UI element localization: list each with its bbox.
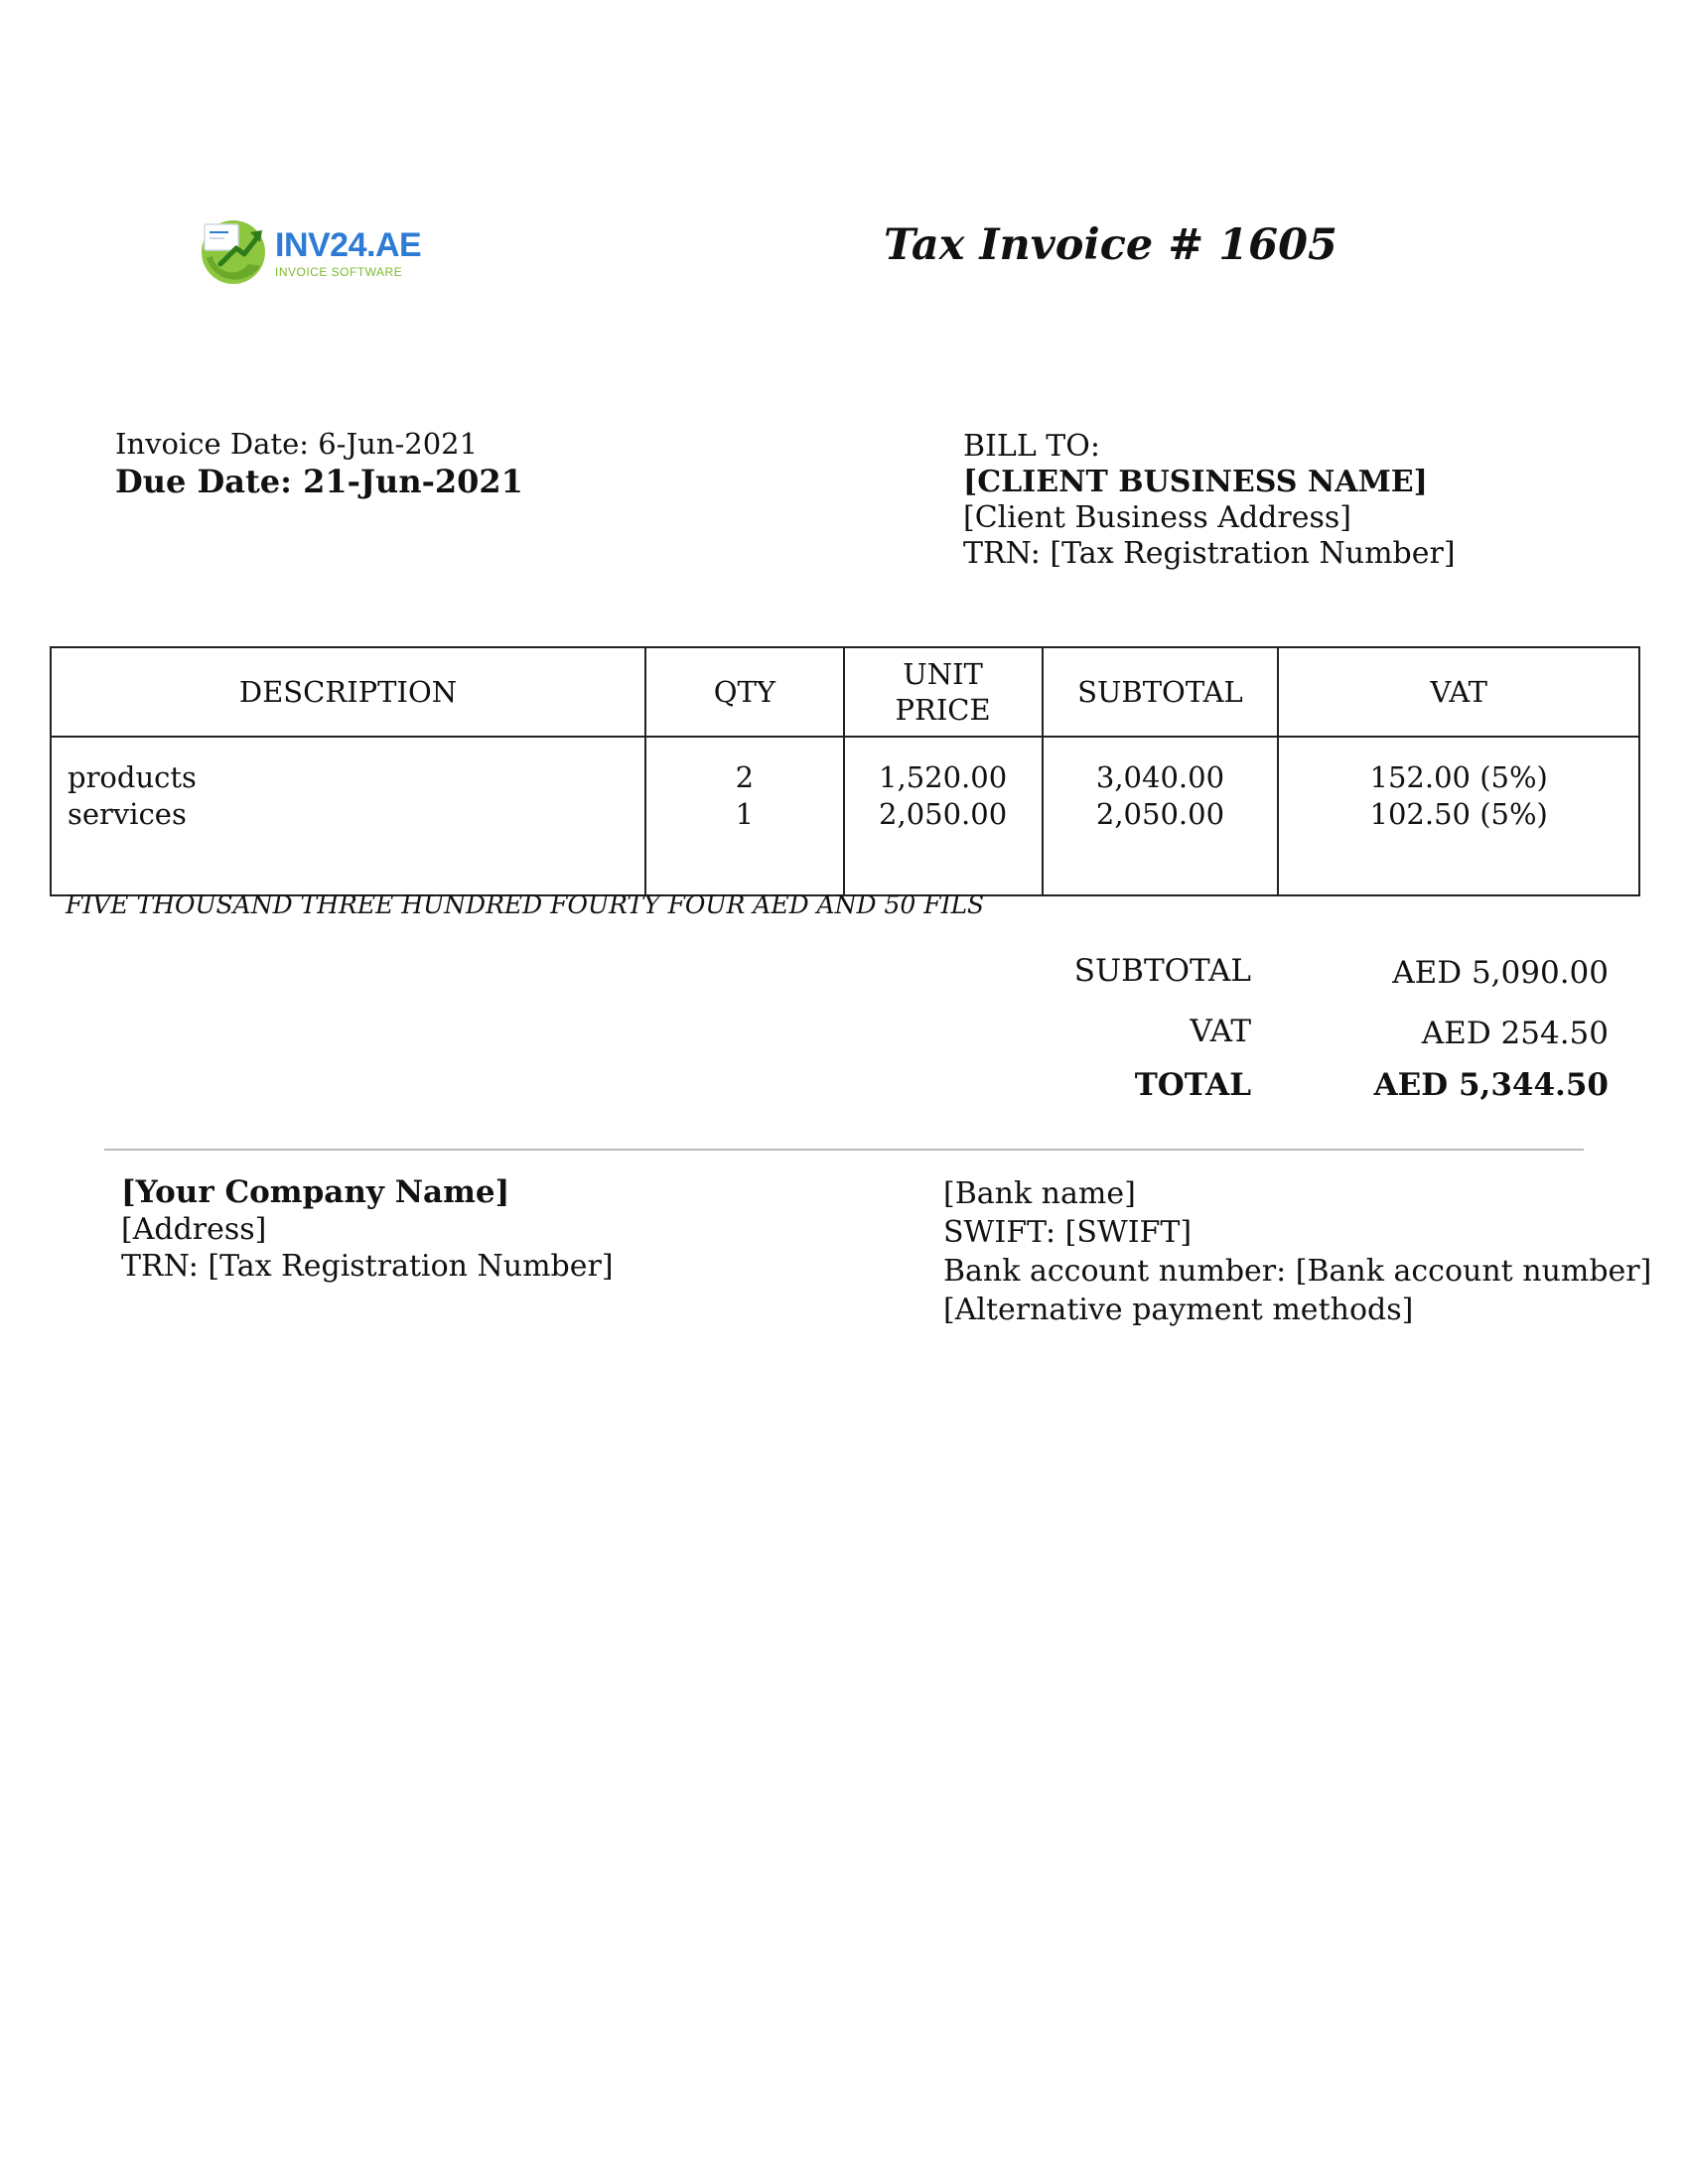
bill-to-heading: BILL TO: — [963, 429, 1100, 464]
table-row — [51, 737, 1639, 895]
company-trn: TRN: [Tax Registration Number] — [121, 1249, 614, 1284]
summary-subtotal-label: SUBTOTAL — [1073, 953, 1251, 989]
company-info — [121, 1174, 614, 1285]
client-address: [Client Business Address] — [963, 500, 1351, 535]
bill-to — [963, 429, 1456, 572]
qty-cell: 2 1 — [645, 737, 844, 895]
summary-total-value: AED 5,344.50 — [1373, 1067, 1609, 1103]
company-name: [Your Company Name] — [121, 1174, 510, 1210]
description-cell: products services — [51, 737, 645, 895]
bank-info — [943, 1174, 1651, 1329]
client-name: [CLIENT BUSINESS NAME] — [963, 465, 1428, 499]
invoice-title: Tax Invoice # 1605 — [884, 220, 1337, 270]
vat-cell: 152.00 (5%) 102.50 (5%) — [1278, 737, 1639, 895]
summary-total-label: TOTAL — [1134, 1067, 1251, 1103]
logo-tagline: INVOICE SOFTWARE — [275, 265, 403, 279]
summary-vat-label: VAT — [1190, 1014, 1251, 1049]
logo-icon — [199, 214, 272, 286]
items-table — [50, 646, 1640, 896]
company-address: [Address] — [121, 1212, 267, 1247]
bank-account: Bank account number: [Bank account number] — [943, 1254, 1652, 1289]
header-subtotal: SUBTOTAL — [1043, 647, 1279, 737]
bank-swift: SWIFT: [SWIFT] — [943, 1215, 1193, 1250]
unit-price-cell: 1,520.00 2,050.00 — [844, 737, 1043, 895]
header-vat: VAT — [1278, 647, 1639, 737]
header-description: DESCRIPTION — [51, 647, 645, 737]
client-trn: TRN: [Tax Registration Number] — [963, 536, 1456, 571]
header-qty: QTY — [645, 647, 844, 737]
subtotal-cell: 3,040.00 2,050.00 — [1043, 737, 1279, 895]
summary-subtotal-value: AED 5,090.00 — [1392, 955, 1609, 991]
bank-name: [Bank name] — [943, 1176, 1136, 1211]
summary-vat-value: AED 254.50 — [1421, 1016, 1609, 1051]
header-unit-price: UNIT PRICE — [844, 647, 1043, 737]
amount-in-words: FIVE THOUSAND THREE HUNDRED FOURTY FOUR AED AND 50 FILS — [66, 890, 985, 919]
logo-brand: INV24.AE — [275, 226, 422, 264]
due-date: Due Date: 21-Jun-2021 — [115, 463, 523, 500]
invoice-date: Invoice Date: 6-Jun-2021 — [115, 427, 479, 461]
footer-divider — [104, 1149, 1584, 1151]
bank-alternative: [Alternative payment methods] — [943, 1293, 1414, 1327]
